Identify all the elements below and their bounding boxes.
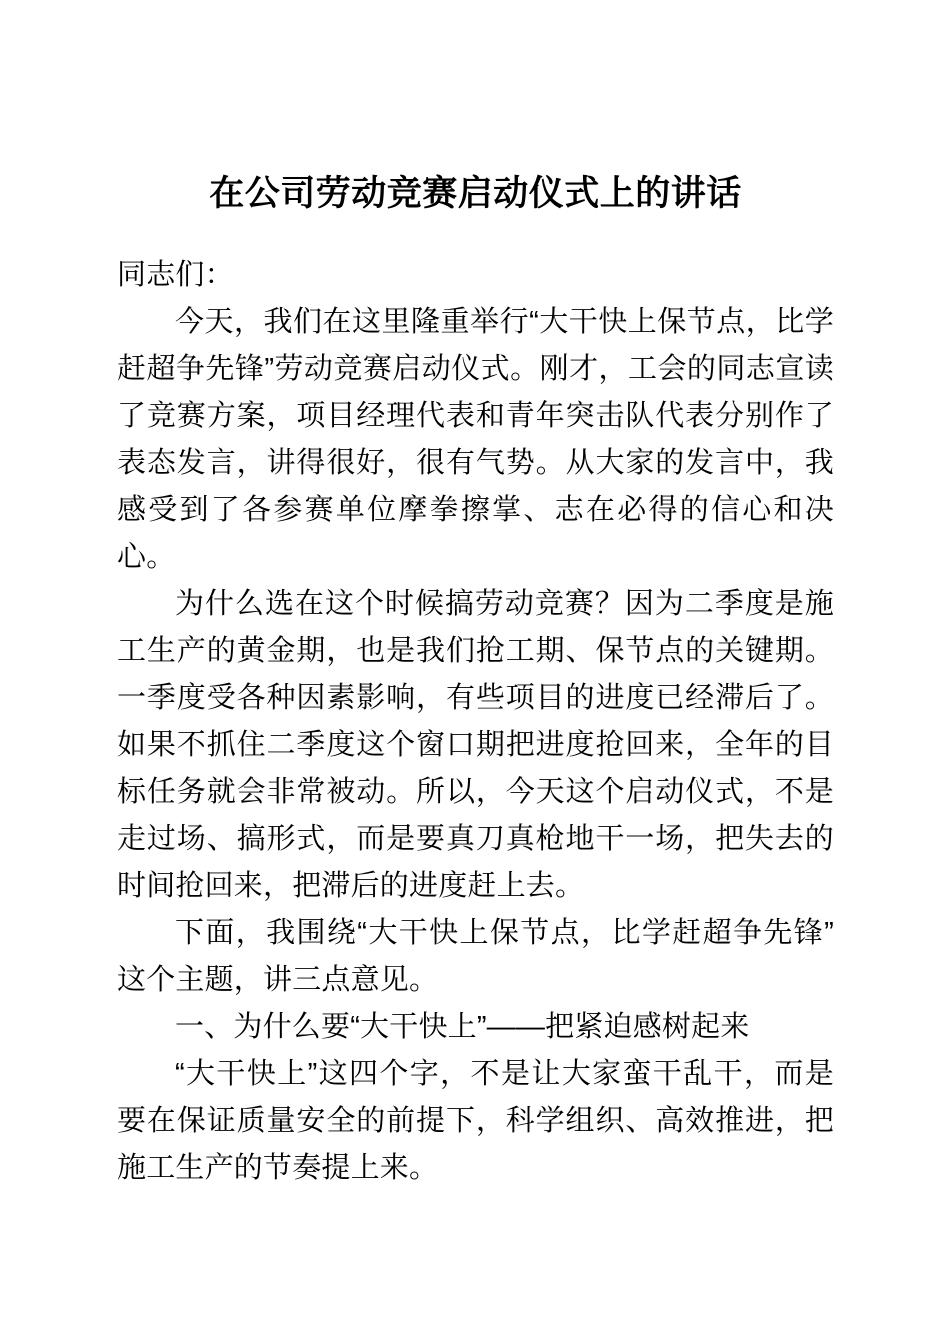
page-title: 在公司劳动竞赛启动仪式上的讲话: [209, 174, 742, 213]
body-paragraph-1: 今天，我们在这里隆重举行“大干快上保节点，比学赶超争先锋”劳动竞赛启动仪式。刚才，工会的同志宣读了竞赛方案，项目经理代表和青年突击队代表分别作了表态发言，讲得很好，很有气势。从大家的发言中，我感受到了各参赛单位摩拳擦掌、志在必得的信心和决心。: [117, 306, 834, 573]
document-content: [117, 0, 834, 1192]
body-paragraph-3: 下面，我围绕“大干快上保节点，比学赶超争先锋”这个主题，讲三点意见。: [117, 917, 834, 996]
salutation-line: 同志们：: [117, 259, 234, 291]
body-paragraph-4: “大干快上”这四个字，不是让大家蛮干乱干，而是要在保证质量安全的前提下，科学组织、高效推进，把施工生产的节奏提上来。: [117, 1058, 834, 1184]
body-paragraph-2: 为什么选在这个时候搞劳动竞赛？因为二季度是施工生产的黄金期，也是我们抢工期、保节点的关键期。一季度受各种因素影响，有些项目的进度已经滞后了。如果不抓住二季度这个窗口期把进度抢回来，全年的目标任务就会非常被动。所以，今天这个启动仪式，不是走过场、搞形式，而是要真刀真枪地干一场，把失去的时间抢回来，把滞后的进度赶上去。: [117, 588, 834, 902]
section-heading-1: 一、为什么要“大干快上”——把紧迫感树起来: [175, 1011, 750, 1043]
